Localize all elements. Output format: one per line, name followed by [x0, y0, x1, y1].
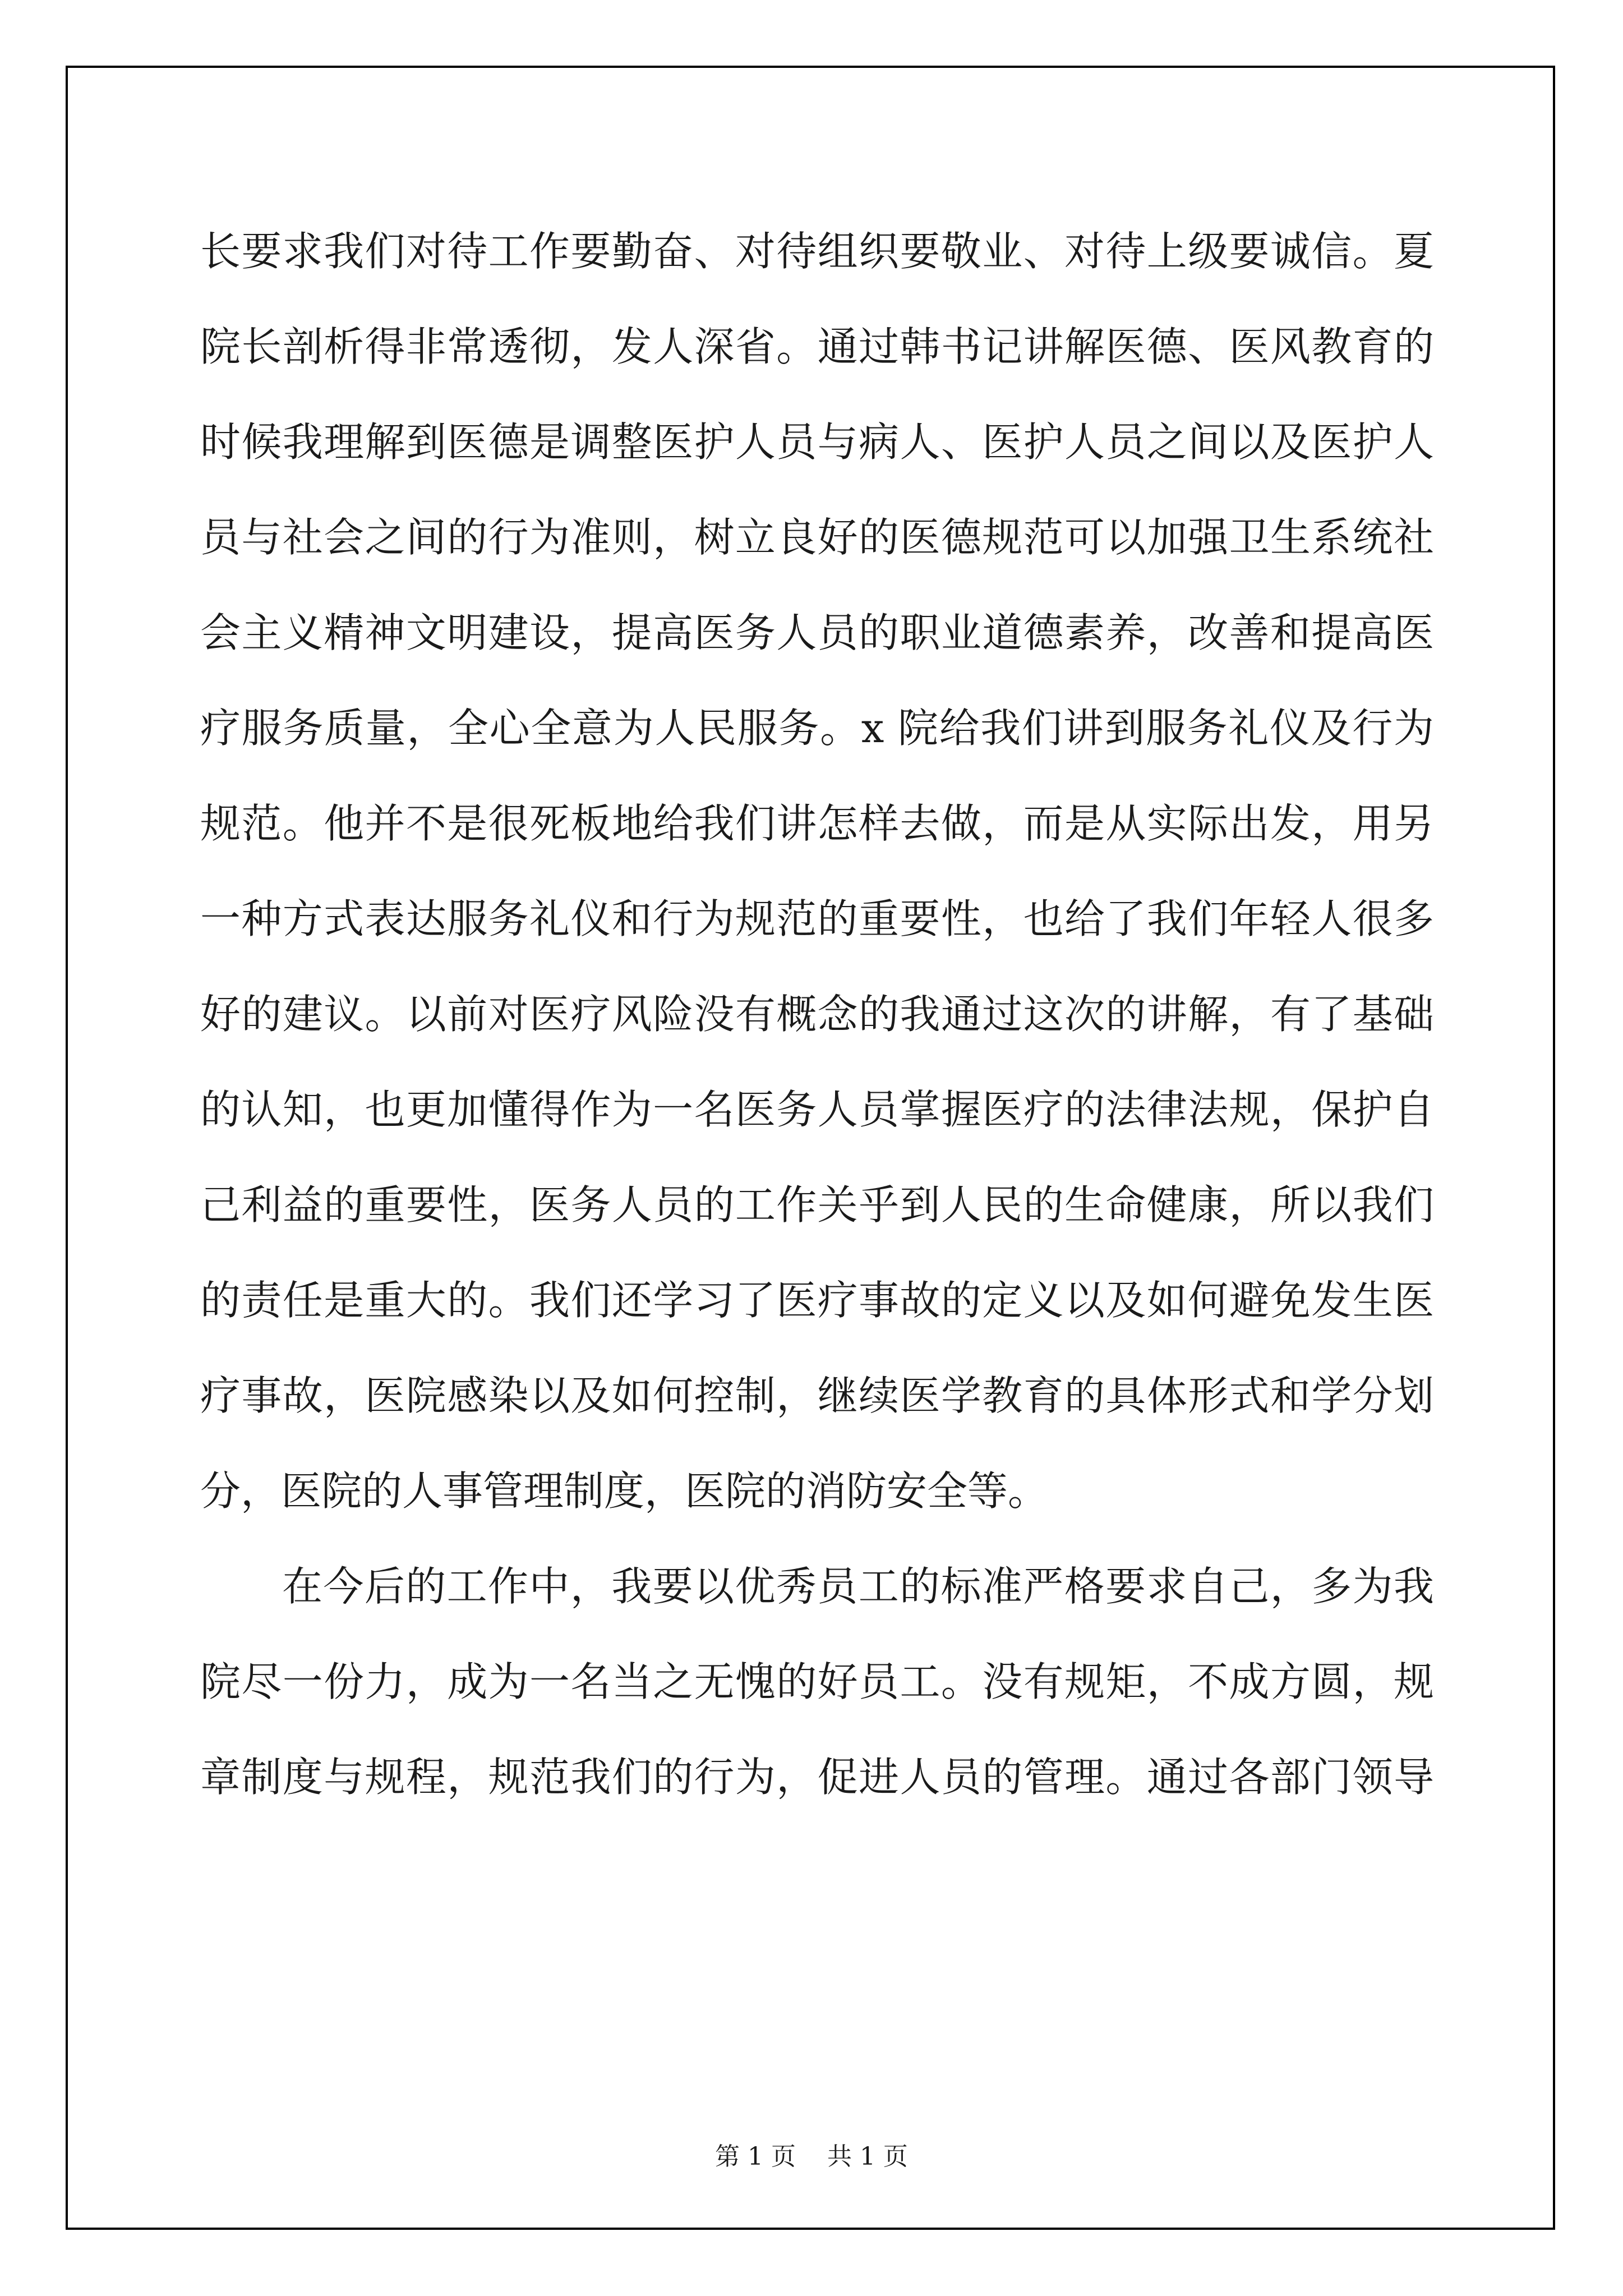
page-number-footer: 第 1 页 共 1 页 — [715, 2142, 908, 2171]
text-line: 章制度与规程，规范我们的行为，促进人员的管理。通过各部门领导 — [200, 1754, 1434, 1801]
text-line: 一种方式表达服务礼仪和行为规范的重要性，也给了我们年轻人很多 — [200, 895, 1434, 942]
text-line: 院尽一份力，成为一名当之无愧的好员工。没有规矩，不成方圆，规 — [200, 1658, 1434, 1705]
text-line: 院长剖析得非常透彻，发人深省。通过韩书记讲解医德、医风教育的 — [200, 323, 1434, 370]
document-body — [200, 204, 1434, 1825]
text-line: 疗事故，医院感染以及如何控制，继续医学教育的具体形式和学分划 — [200, 1372, 1434, 1419]
text-line: 的责任是重大的。我们还学习了医疗事故的定义以及如何避免发生医 — [200, 1277, 1434, 1324]
text-line: 疗服务质量，全心全意为人民服务。x 院给我们讲到服务礼仪及行为 — [200, 705, 1434, 752]
text-line: 会主义精神文明建设，提高医务人员的职业道德素养，改善和提高医 — [200, 609, 1434, 656]
text-line: 长要求我们对待工作要勤奋、对待组织要敬业、对待上级要诚信。夏 — [200, 228, 1434, 275]
paragraph-start-line: 在今后的工作中，我要以优秀员工的标准严格要求自己，多为我 — [282, 1563, 1434, 1610]
text-line: 时候我理解到医德是调整医护人员与病人、医护人员之间以及医护人 — [200, 418, 1434, 466]
text-line: 员与社会之间的行为准则，树立良好的医德规范可以加强卫生系统社 — [200, 514, 1434, 561]
text-line: 规范。他并不是很死板地给我们讲怎样去做，而是从实际出发，用另 — [200, 800, 1434, 847]
paragraph-end-line: 分，医院的人事管理制度，医院的消防安全等。 — [200, 1467, 1049, 1515]
text-line: 己利益的重要性，医务人员的工作关乎到人民的生命健康，所以我们 — [200, 1181, 1434, 1228]
text-line: 的认知，也更加懂得作为一名医务人员掌握医疗的法律法规，保护自 — [200, 1086, 1434, 1133]
text-line: 好的建议。以前对医疗风险没有概念的我通过这次的讲解，有了基础 — [200, 991, 1434, 1038]
